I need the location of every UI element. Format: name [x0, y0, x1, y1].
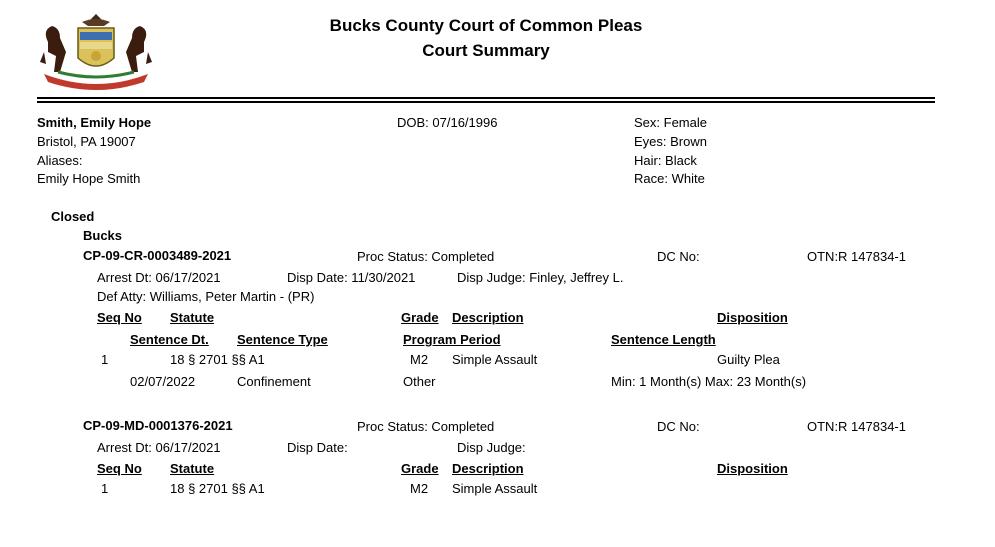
sentence-type: Confinement	[237, 374, 311, 389]
col-header-description: Description	[452, 310, 524, 325]
case-docket-number: CP-09-CR-0003489-2021	[83, 248, 232, 263]
case-disp-date: Disp Date:	[287, 440, 348, 455]
case-disp-judge: Disp Judge:	[457, 440, 526, 455]
dob-value: DOB: 07/16/1996	[397, 115, 498, 130]
charge-grade: M2	[410, 352, 429, 367]
header-rule-top	[37, 97, 935, 99]
col-header-sentence-length: Sentence Length	[611, 332, 716, 347]
eyes-value: Eyes: Brown	[634, 134, 707, 149]
charge-statute: 18 § 2701 §§ A1	[170, 481, 265, 496]
sentence-length: Min: 1 Month(s) Max: 23 Month(s)	[611, 374, 807, 389]
col-header-seq-no: Seq No	[97, 310, 142, 325]
col-header-disposition: Disposition	[717, 461, 788, 476]
charge-description: Simple Assault	[452, 481, 538, 496]
col-header-sentence-date: Sentence Dt.	[130, 332, 209, 347]
case-dc-no: DC No:	[657, 419, 700, 434]
case-otn: OTN:R 147834-1	[807, 419, 906, 434]
col-header-disposition: Disposition	[717, 310, 788, 325]
charge-description: Simple Assault	[452, 352, 538, 367]
pennsylvania-seal-icon	[38, 12, 154, 94]
charge-seq: 1	[101, 481, 109, 496]
sentence-date: 02/07/2022	[130, 374, 196, 389]
header-rule-bottom	[37, 101, 935, 103]
col-header-grade: Grade	[401, 310, 439, 325]
county-label: Bucks	[83, 228, 123, 243]
sex-value: Sex: Female	[634, 115, 707, 130]
col-header-statute: Statute	[170, 461, 215, 476]
page-subtitle: Court Summary	[422, 41, 550, 60]
case-dc-no: DC No:	[657, 249, 700, 264]
status-group-label: Closed	[51, 209, 95, 224]
case-docket-number: CP-09-MD-0001376-2021	[83, 418, 233, 433]
charge-statute: 18 § 2701 §§ A1	[170, 352, 265, 367]
hair-value: Hair: Black	[634, 153, 697, 168]
aliases-label: Aliases:	[37, 153, 83, 168]
page-title: Bucks County Court of Common Pleas	[329, 16, 643, 35]
sentence-program-period: Other	[403, 374, 436, 389]
case-otn: OTN:R 147834-1	[807, 249, 906, 264]
charge-grade: M2	[410, 481, 429, 496]
charge-disposition: Guilty Plea	[717, 352, 780, 367]
col-header-sentence-type: Sentence Type	[237, 332, 328, 347]
case-proc-status: Proc Status: Completed	[357, 249, 495, 264]
alias-value: Emily Hope Smith	[37, 171, 141, 186]
col-header-program-period: Program Period	[403, 332, 501, 347]
case-arrest-date: Arrest Dt: 06/17/2021	[97, 270, 221, 285]
case-disp-date: Disp Date: 11/30/2021	[287, 270, 416, 285]
case-arrest-date: Arrest Dt: 06/17/2021	[97, 440, 221, 455]
col-header-description: Description	[452, 461, 524, 476]
charge-seq: 1	[101, 352, 109, 367]
defendant-name: Smith, Emily Hope	[37, 115, 152, 130]
col-header-grade: Grade	[401, 461, 439, 476]
case-proc-status: Proc Status: Completed	[357, 419, 495, 434]
col-header-statute: Statute	[170, 310, 215, 325]
defendant-address: Bristol, PA 19007	[37, 134, 136, 149]
case-defense-attorney: Def Atty: Williams, Peter Martin - (PR)	[97, 289, 315, 304]
race-value: Race: White	[634, 171, 705, 186]
col-header-seq-no: Seq No	[97, 461, 142, 476]
case-disp-judge: Disp Judge: Finley, Jeffrey L.	[457, 270, 624, 285]
